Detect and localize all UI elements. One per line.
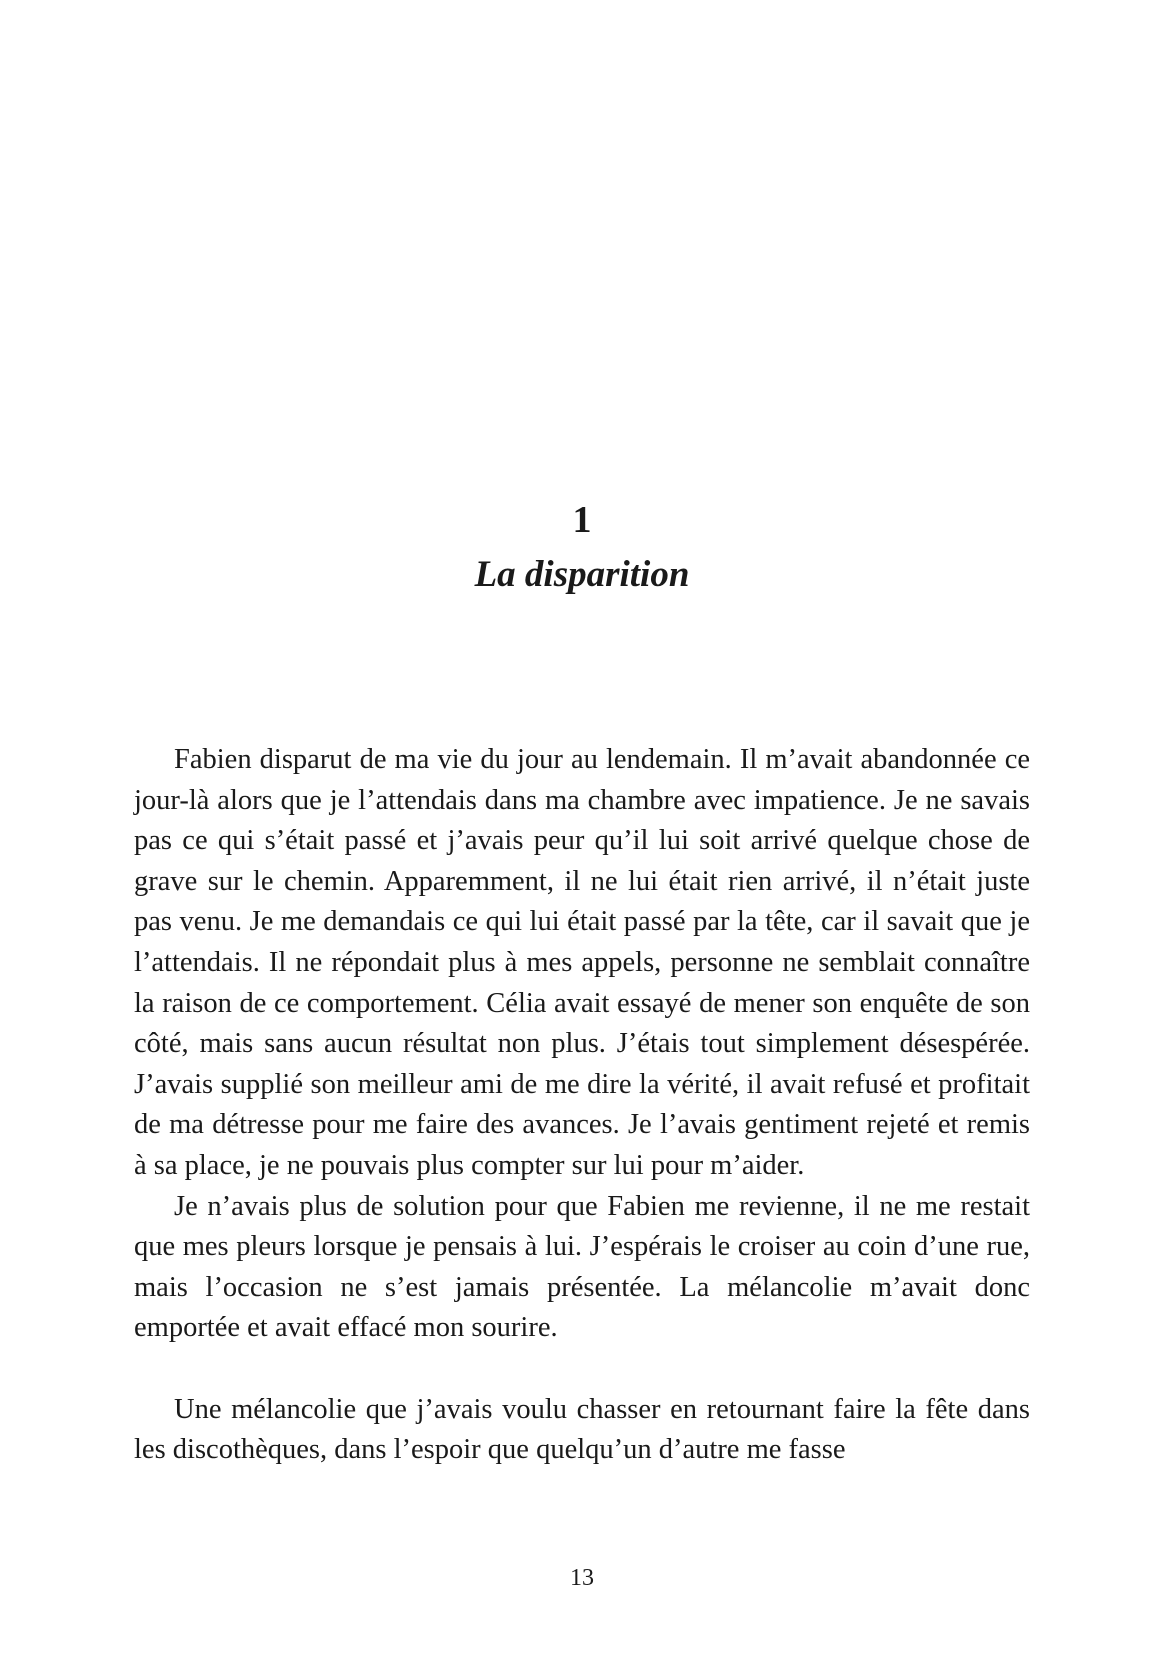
chapter-number: 1 xyxy=(572,499,592,541)
paragraph: Fabien disparut de ma vie du jour au lendemain. Il m’avait abandonnée ce jour-là alors que je l’attendais dans ma chambre avec impatience. Je ne savais pas ce qui s’était passé et j’avais peur qu’il lui soit arrivé quelque chose de grave sur le chemin. Apparemment, il ne lui était rien arrivé, il n’était juste pas venu. Je me demandais ce qui lui était passé par la tête, car il savait que je l’attendais. Il ne répondait plus à mes appels, personne ne semblait connaître la raison de ce comportement. Célia avait essayé de mener son enquête de son côté, mais sans aucun résultat non plus. J’étais tout simplement désespérée. J’avais supplié son meilleur ami de me dire la vérité, il avait refusé et profitait de ma détresse pour me faire des avances. Je l’avais gentiment rejeté et remis à sa place, je ne pouvais plus compter sur lui pour m’aider. xyxy=(134,744,1030,1181)
chapter-title: La disparition xyxy=(474,554,690,595)
paragraph: Une mélancolie que j’avais voulu chasser en retournant faire la fête dans les discothèques, dans l’espoir que quelqu’un d’autre me fasse xyxy=(134,1393,1030,1466)
paragraph: Je n’avais plus de solution pour que Fabien me revienne, il ne me restait que mes pleurs lorsque je pensais à lui. J’espérais le croiser au coin d’une rue, mais l’occasion ne s’est jamais présentée. La mélancolie m’avait donc emportée et avait effacé mon sourire. xyxy=(134,1190,1030,1344)
page-number: 13 xyxy=(570,1565,594,1591)
chapter-body xyxy=(134,740,1030,1471)
